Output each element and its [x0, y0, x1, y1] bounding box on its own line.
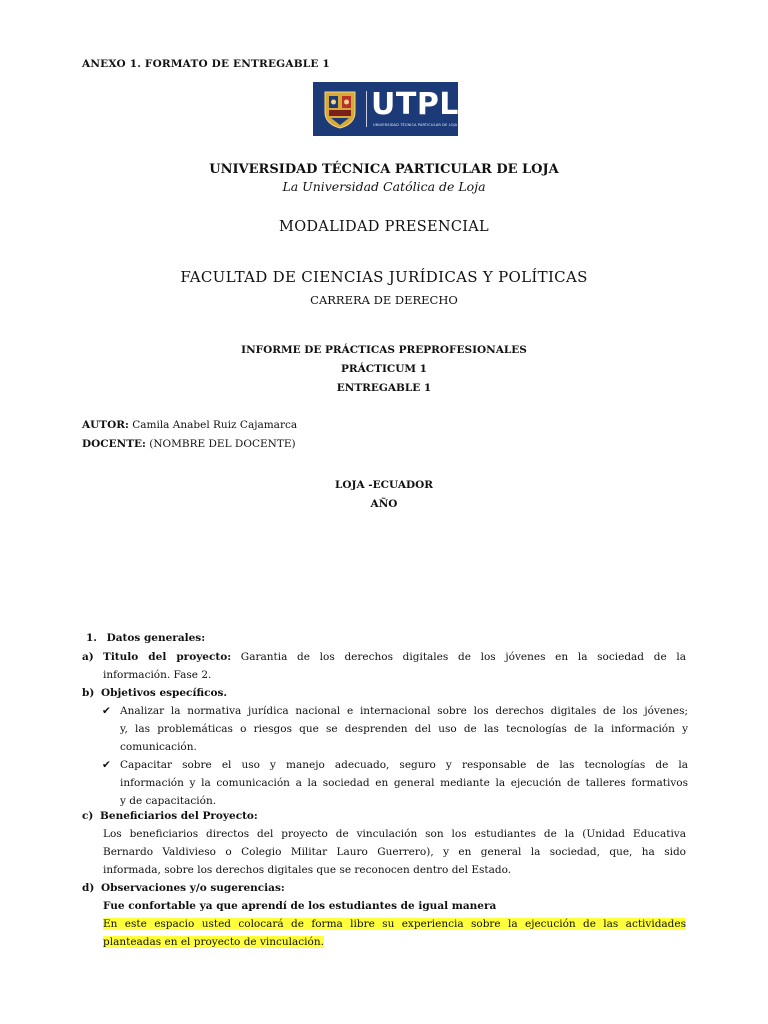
checkmark-icon: ✔ [102, 759, 111, 771]
year: AÑO [370, 498, 398, 510]
objective-line: información y la comunicación a la sociedad en general mediante la ejecución de talleres formativos [120, 777, 688, 789]
section-number: 1. [86, 632, 97, 644]
item-c-line: Bernardo Valdivieso o Colegio Militar Lauro Guerrero), y en general la sociedad, que, ha sido [103, 846, 686, 858]
objective-line: y, las problemáticas o riesgos que se desprenden del uso de las tecnologías de la información y [120, 723, 688, 735]
item-a-line1 [103, 648, 686, 666]
teacher-value: (NOMBRE DEL DOCENTE) [149, 438, 296, 450]
item-b-letter: b) [82, 687, 95, 699]
item-c-label: Beneficiarios del Proyecto: [100, 810, 258, 822]
objective-line: comunicación. [120, 741, 197, 753]
university-name: UNIVERSIDAD TÉCNICA PARTICULAR DE LOJA [209, 162, 559, 177]
checkmark-icon: ✔ [102, 705, 111, 717]
item-b-label: Objetivos específicos. [100, 687, 228, 699]
logo-divider [366, 91, 367, 127]
highlighted-line: En este espacio usted colocará de forma libre su experiencia sobre la ejecución de las actividades [103, 918, 686, 930]
author-value: Camila Anabel Ruiz Cajamarca [132, 419, 298, 431]
modality: MODALIDAD PRESENCIAL [279, 219, 489, 235]
item-a-letter: a) [82, 651, 94, 663]
item-b-heading [82, 684, 227, 702]
university-subtitle: La Universidad Católica de Loja [282, 179, 486, 194]
author-label: AUTOR: [82, 419, 129, 431]
objective-line: y de capacitación. [120, 795, 217, 807]
item-c-heading [82, 807, 258, 825]
item-d-label: Observaciones y/o sugerencias: [100, 882, 285, 894]
author-line [82, 419, 297, 431]
item-d-heading [82, 879, 285, 897]
item-a-line2: información. Fase 2. [103, 669, 212, 681]
item-c-letter: c) [82, 810, 94, 822]
item-a-value: Garantia de los derechos digitales de los jóvenes en la sociedad de la [231, 651, 686, 663]
faculty-name: FACULTAD DE CIENCIAS JURÍDICAS Y POLÍTICAS [180, 268, 588, 286]
item-c-line: Los beneficiarios directos del proyecto de vinculación son los estudiantes de la (Unidad Educativa [103, 828, 686, 840]
logo-tagline: UNIVERSIDAD TÉCNICA PARTICULAR DE LOJA [373, 123, 458, 127]
report-title: INFORME DE PRÁCTICAS PREPROFESIONALES [241, 344, 527, 356]
teacher-line [82, 438, 296, 450]
item-c-line: informada, sobre los derechos digitales que se reconocen dentro del Estado. [103, 864, 512, 876]
item-d-letter: d) [82, 882, 95, 894]
logo-brand: UTPL [371, 87, 459, 122]
objective-line: Capacitar sobre el uso y manejo adecuado, seguro y responsable de las tecnologías de la [120, 759, 688, 771]
objective-item [102, 702, 688, 756]
utpl-logo [313, 82, 458, 136]
objective-item [102, 756, 688, 810]
career-name: CARRERA DE DERECHO [310, 293, 458, 307]
annex-heading: ANEXO 1. FORMATO DE ENTREGABLE 1 [82, 58, 330, 70]
practicum-title: PRÁCTICUM 1 [341, 363, 427, 375]
section-title: Datos generales: [106, 632, 206, 644]
highlighted-line: planteadas en el proyecto de vinculación. [103, 936, 324, 948]
teacher-label: DOCENTE: [82, 438, 146, 450]
deliverable-title: ENTREGABLE 1 [336, 382, 432, 394]
city: LOJA -ECUADOR [335, 479, 433, 491]
objective-line: Analizar la normativa jurídica nacional e internacional sobre los derechos digitales de los jóvenes; [120, 705, 688, 717]
highlighted-paragraph [103, 915, 686, 951]
item-a-label: Titulo del proyecto: [103, 651, 232, 663]
item-d-bold-text: Fue confortable ya que aprendí de los estudiantes de igual manera [103, 900, 497, 912]
university-seal-icon [319, 88, 361, 130]
section-general-heading [86, 629, 205, 647]
